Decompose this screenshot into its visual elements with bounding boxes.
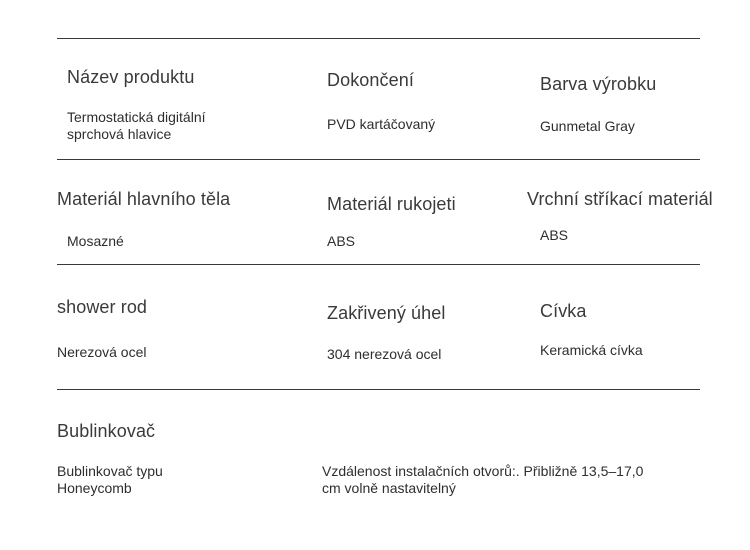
spec-label-shower-rod: shower rod: [57, 297, 148, 317]
spec-value-spray-material: ABS: [540, 227, 569, 243]
spec-value-handle-material: ABS: [327, 233, 356, 249]
spec-label-body-material: Materiál hlavního těla: [57, 189, 231, 209]
spec-value-cartridge: Keramická cívka: [540, 342, 643, 358]
divider-row2: [57, 264, 700, 265]
spec-value-aerator-line2: Honeycomb: [57, 480, 132, 496]
spec-value-hole-distance-line2: cm volně nastavitelný: [322, 480, 456, 496]
spec-value-body-material: Mosazné: [67, 233, 124, 249]
spec-label-color: Barva výrobku: [540, 74, 657, 94]
spec-label-spray-material: Vrchní stříkací materiál: [527, 189, 713, 209]
spec-value-curved-angle: 304 nerezová ocel: [327, 346, 442, 362]
divider-top: [57, 38, 700, 39]
spec-value-color: Gunmetal Gray: [540, 118, 635, 134]
spec-value-hole-distance-line1: Vzdálenost instalačních otvorů:. Přibližně 13,5–17,0: [322, 463, 644, 479]
spec-label-finish: Dokončení: [327, 70, 414, 90]
spec-label-product-name: Název produktu: [67, 67, 195, 87]
spec-label-aerator: Bublinkovač: [57, 421, 156, 441]
spec-value-finish: PVD kartáčovaný: [327, 116, 436, 132]
spec-label-curved-angle: Zakřivený úhel: [327, 303, 446, 323]
spec-value-aerator-line1: Bublinkovač typu: [57, 463, 163, 479]
spec-value-product-name-line2: sprchová hlavice: [67, 126, 172, 142]
spec-label-handle-material: Materiál rukojeti: [327, 194, 456, 214]
spec-value-shower-rod: Nerezová ocel: [57, 344, 147, 360]
spec-value-product-name-line1: Termostatická digitální: [67, 109, 206, 125]
divider-row1: [57, 159, 700, 160]
spec-label-cartridge: Cívka: [540, 301, 587, 321]
divider-row3: [57, 389, 700, 390]
